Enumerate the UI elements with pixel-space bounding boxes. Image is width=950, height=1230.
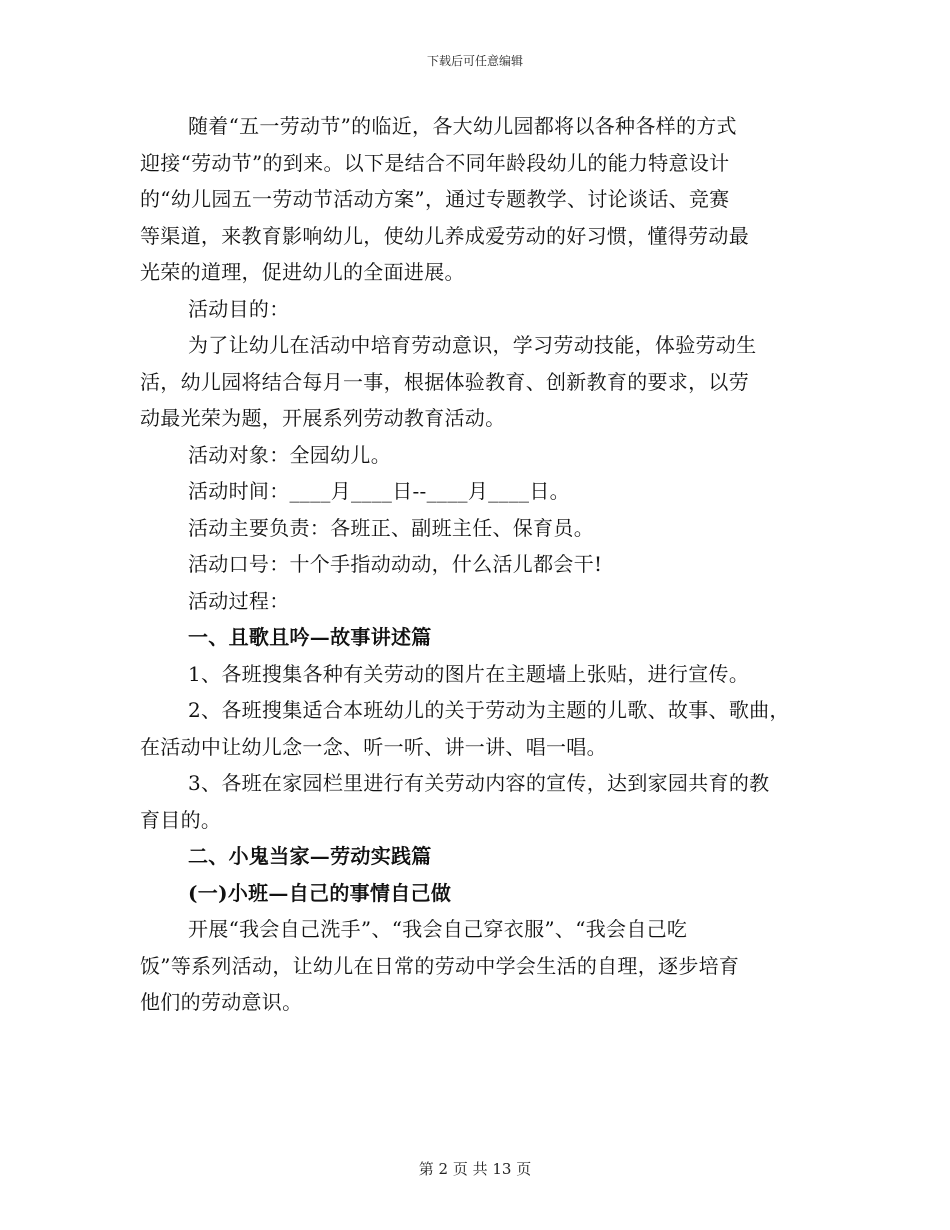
page-header: 下载后可任意编辑 [426, 54, 523, 68]
text-line: 3、各班在家园栏里进行有关劳动内容的宣传，达到家园共育的教 [188, 771, 770, 795]
text-line: 饭”等系列活动，让幼儿在日常的劳动中学会生活的自理，逐步培育 [140, 953, 740, 978]
text-line: 在活动中让幼儿念一念、听一听、讲一讲、唱一唱。 [140, 734, 607, 759]
text-line: 等渠道，来教育影响幼儿，使幼儿养成爱劳动的好习惯，懂得劳动最 [140, 223, 749, 248]
text-line: 光荣的道理，促进幼儿的全面进展。 [140, 260, 465, 284]
text-line: 随着“五一劳动节”的临近，各大幼儿园都将以各种各样的方式 [188, 114, 737, 138]
text-line: 活动对象：全园幼儿。 [188, 442, 391, 467]
text-line: 他们的劳动意识。 [140, 990, 303, 1014]
text-line: 育目的。 [140, 807, 222, 832]
text-line: 动最光荣为题，开展系列劳动教育活动。 [140, 406, 506, 430]
text-line: 迎接“劳动节”的到来。以下是结合不同年龄段幼儿的能力特意设计 [140, 150, 730, 175]
text-line: 活动目的： [188, 296, 290, 321]
text-line: 活动口号：十个手指动动动，什么活儿都会干! [188, 552, 603, 576]
section-heading-line: (一)小班—自己的事情自己做 [188, 880, 452, 905]
text-line: 活动过程： [188, 588, 290, 613]
text-line: 为了让幼儿在活动中培育劳动意识，学习劳动技能，体验劳动生 [188, 333, 757, 357]
text-line: 2、各班搜集适合本班幼儿的关于劳动为主题的儿歌、故事、歌曲， [188, 698, 790, 722]
text-line: 活，幼儿园将结合每月一事，根据体验教育、创新教育的要求，以劳 [140, 369, 749, 394]
text-line: 活动时间：____月____日--____月____日。 [188, 479, 570, 503]
page-number: 第 2 页 共 13 页 [418, 1160, 532, 1178]
document-body [140, 108, 830, 1021]
section-heading-line: 二、小鬼当家—劳动实践篇 [188, 844, 432, 868]
text-line: 1、各班搜集各种有关劳动的图片在主题墙上张贴，进行宣传。 [188, 661, 750, 686]
text-line: 活动主要负责：各班正、副班主任、保育员。 [188, 515, 594, 540]
section-heading-line: 一、且歌且吟—故事讲述篇 [188, 625, 432, 649]
text-line: 开展“我会自己洗手”、“我会自己穿衣服”、“我会自己吃 [188, 917, 688, 941]
text-line: 的“幼儿园五一劳动节活动方案”，通过专题教学、讨论谈话、竞赛 [140, 187, 730, 211]
